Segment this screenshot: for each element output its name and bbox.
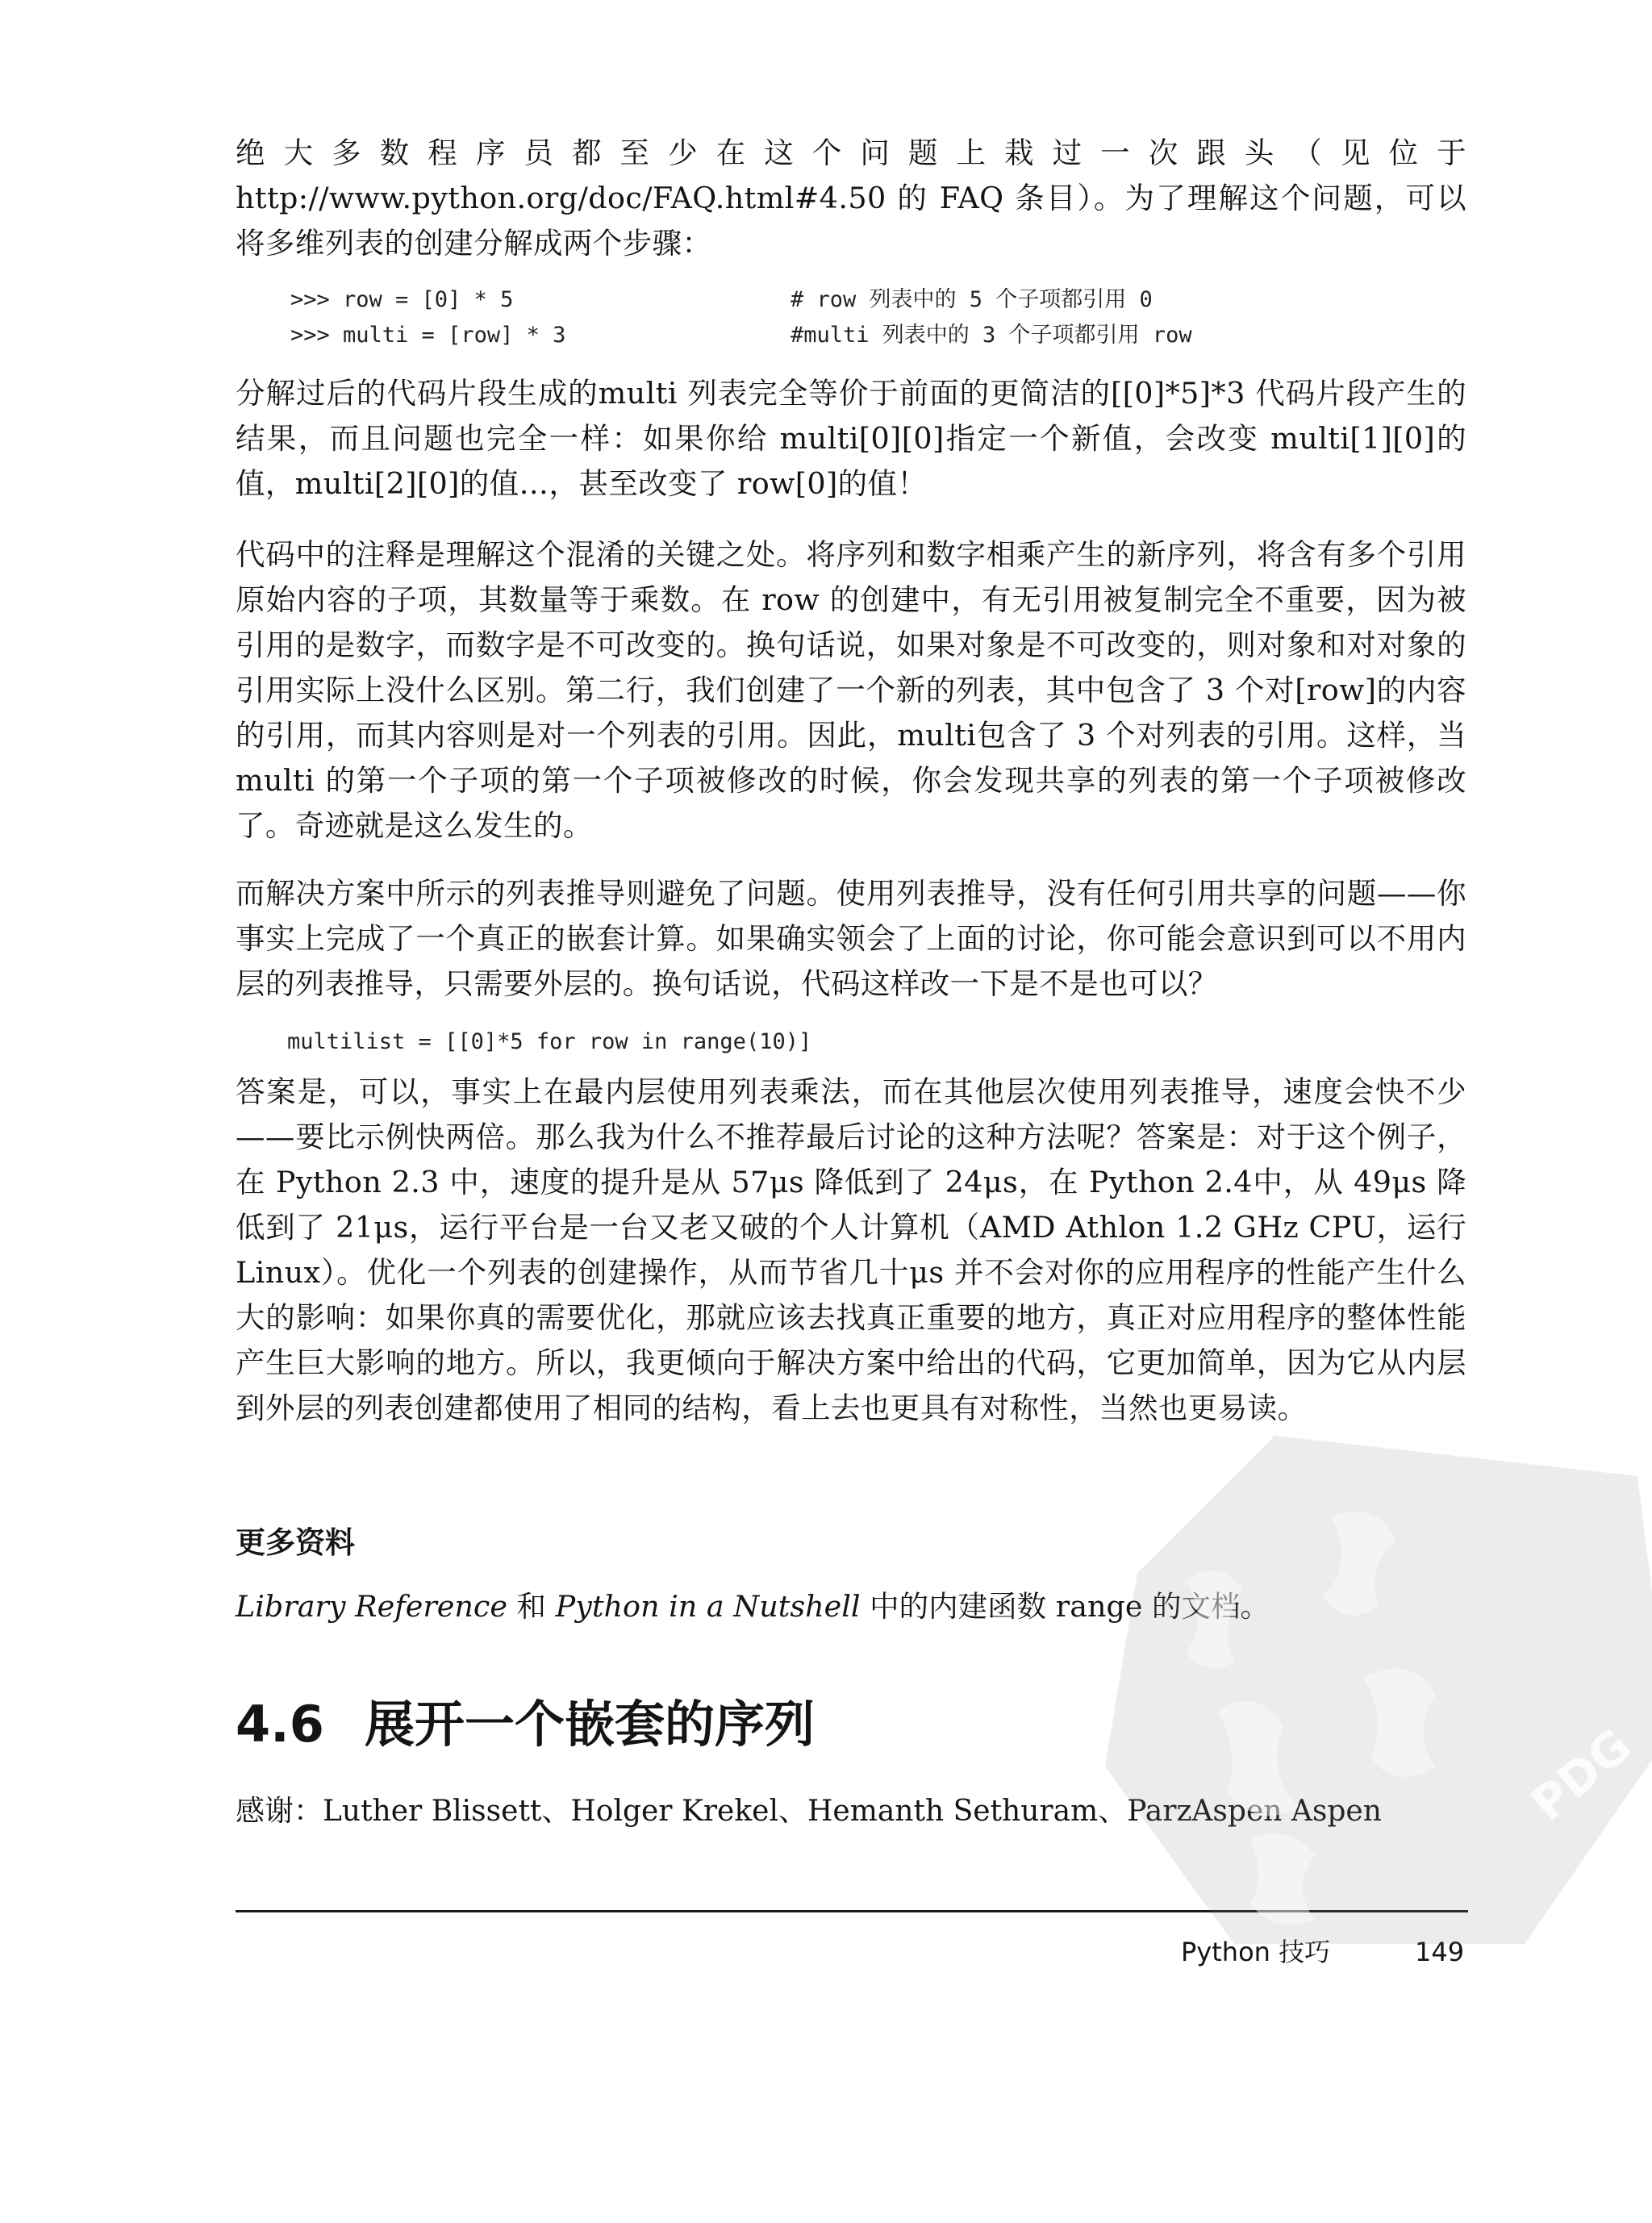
library-seal-stamp xyxy=(1073,1387,1652,1952)
code-line-multilist: multilist = [[0]*5 for row in range(10)] xyxy=(287,1029,812,1054)
paragraph-decomposition: 分解过后的代码片段生成的multi 列表完全等价于前面的更简洁的[[0]*5]*3 代码片段产生的结果，而且问题也完全一样：如果你给 multi[0][0]指定一个新值，会改变 multi[1][0]的值，multi[2][0]的值…，甚至改变了 row[0]的值！ xyxy=(236,376,1466,501)
stamp-pdg-text: PDG xyxy=(1521,1717,1642,1832)
code-line-row: >>> row = [0] * 5 xyxy=(290,287,514,312)
see-also-tail: 中的内建函数 range 的文档。 xyxy=(860,1589,1270,1624)
paragraph-list-comprehension: 而解决方案中所示的列表推导则避免了问题。使用列表推导，没有任何引用共享的问题——你事实上完成了一个真正的嵌套计算。如果确实领会了上面的讨论，你可能会意识到可以不用内层的列表推导，只需要外层的。换句话说，代码这样改一下是不是也可以？ xyxy=(236,876,1466,1001)
paragraph-answer: 答案是，可以，事实上在最内层使用列表乘法，而在其他层次使用列表推导，速度会快不少——要比示例快两倍。那么我为什么不推荐最后讨论的这种方法呢？答案是：对于这个例子，在 Python 2.3 中，速度的提升是从 57μs 降低到了 24μs，在 Python 2.4中，从 49μs 降低到了 21μs，运行平台是一台又老又破的个人计算机（AMD Athlon 1.2 GHz CPU，运行 Linux）。优化一个列表的创建操作，从而节省几十μs 并不会对你的应用程序的性能产生什么大的影响：如果你真的需要优化，那就应该去找真正重要的地方，真正对应用程序的整体性能产生巨大影响的地方。所以，我更倾向于解决方案中给出的代码，它更加简单，因为它从内层到外层的列表创建都使用了相同的结构，看上去也更具有对称性，当然也更易读。 xyxy=(236,1074,1467,1425)
paragraph-faq-intro: 绝大多数程序员都至少在这个问题上栽过一次跟头（见位于 http://www.python.org/doc/FAQ.html#4.50 的 FAQ 条目）。为了理解这个问题，可以将多维列表的创建分解成两个步骤： xyxy=(236,136,1466,261)
section-heading xyxy=(236,1692,815,1757)
see-also-join: 和 xyxy=(507,1589,556,1624)
code-line-multi: >>> multi = [row] * 3 xyxy=(290,323,566,348)
see-also-ref-nutshell: Python in a Nutshell xyxy=(555,1589,861,1624)
see-also-ref-library: Library Reference xyxy=(236,1589,507,1624)
code-comment-multi: #multi 列表中的 3 个子项都引用 row xyxy=(791,323,1192,348)
see-also-heading: 更多资料 xyxy=(236,1525,355,1560)
paragraph-explanation: 代码中的注释是理解这个混淆的关键之处。将序列和数字相乘产生的新序列，将含有多个引用原始内容的子项，其数量等于乘数。在 row 的创建中，有无引用被复制完全不重要，因为被引用的是数字，而数字是不可改变的。换句话说，如果对象是不可改变的，则对象和对对象的引用实际上没什么区别。第二行，我们创建了一个新的列表，其中包含了 3 个对[row]的内容的引用，而其内容则是对一个列表的引用。因此，multi包含了 3 个对列表的引用。这样，当 multi 的第一个子项的第一个子项被修改的时候，你会发现共享的列表的第一个子项被修改了。奇迹就是这么发生的。 xyxy=(236,537,1466,843)
credits-line: 感谢：Luther Blissett、Holger Krekel、Hemanth Sethuram、ParzAspen Aspen xyxy=(236,1795,1382,1828)
footer-book-title: Python 技巧 xyxy=(1181,1937,1331,1967)
footer-page-number: 149 xyxy=(1415,1937,1465,1967)
section-title-text: 展开一个嵌套的序列 xyxy=(365,1695,816,1754)
code-comment-row: # row 列表中的 5 个子项都引用 0 xyxy=(791,287,1153,312)
section-number: 4.6 xyxy=(236,1695,324,1754)
